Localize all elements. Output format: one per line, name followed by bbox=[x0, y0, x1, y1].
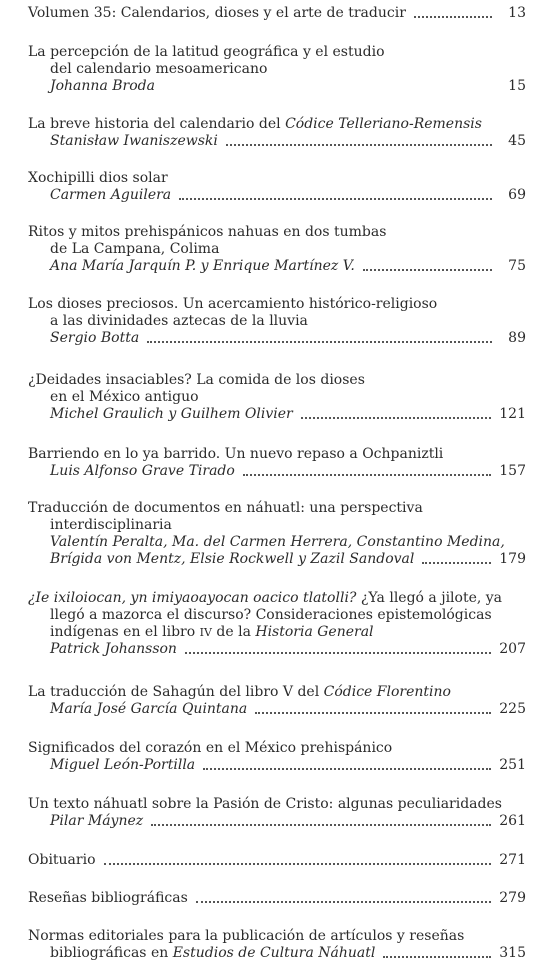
toc-entry bbox=[28, 796, 526, 830]
toc-entry bbox=[28, 590, 526, 658]
page-number: 179 bbox=[499, 551, 526, 567]
entry-author: Patrick Johansson bbox=[50, 641, 177, 657]
page-number: 157 bbox=[499, 463, 526, 479]
page-number: 261 bbox=[499, 813, 526, 829]
page-number: 315 bbox=[499, 945, 526, 961]
entry-title: Xochipilli dios solar bbox=[28, 170, 168, 186]
entry-author: Johanna Broda bbox=[50, 78, 155, 94]
entry-author: Sergio Botta bbox=[50, 330, 140, 346]
page-number: 13 bbox=[508, 5, 526, 21]
entry-title: Traducción de documentos en náhuatl: una perspectiva bbox=[28, 500, 423, 516]
entry-title-text: indígenas en el libro bbox=[50, 624, 200, 640]
entry-title bbox=[28, 590, 526, 607]
entry-title: Ritos y mitos prehispánicos nahuas en dos tumbas bbox=[28, 224, 387, 240]
entry-title-text: La traducción de Sahagún del libro V del bbox=[28, 684, 324, 700]
leader-dots bbox=[243, 474, 491, 476]
entry-title bbox=[28, 684, 526, 701]
entry-title-cont: de La Campana, Colima bbox=[50, 241, 220, 257]
leader-dots bbox=[363, 269, 492, 271]
entry-title-cont bbox=[50, 945, 375, 962]
leader-dots bbox=[196, 901, 491, 903]
entry-title-cont: interdisciplinaria bbox=[50, 517, 172, 533]
toc-entry bbox=[28, 500, 526, 568]
toc-entry bbox=[28, 170, 526, 204]
leader-dots bbox=[151, 824, 491, 826]
toc-entry bbox=[28, 372, 526, 423]
toc-entry bbox=[28, 224, 526, 275]
toc-section bbox=[28, 890, 526, 907]
toc-entry bbox=[28, 928, 526, 962]
entry-author: Ana María Jarquín P. y Enrique Martínez V. bbox=[50, 258, 355, 274]
toc-entry bbox=[28, 446, 526, 480]
page-number: 75 bbox=[508, 258, 526, 274]
page-number: 15 bbox=[508, 78, 526, 94]
entry-title-italic: Estudios de Cultura Náhuatl bbox=[172, 945, 376, 961]
entry-title-text: ¿Ya llegó a jilote, ya bbox=[356, 590, 503, 606]
leader-dots bbox=[301, 417, 492, 419]
entry-title-text: bibliográficas en bbox=[50, 945, 173, 961]
entry-authors-line: Valentín Peralta, Ma. del Carmen Herrera, Constantino Medina, bbox=[50, 534, 505, 550]
entry-title: Significados del corazón en el México prehispánico bbox=[28, 740, 393, 756]
leader-dots bbox=[226, 144, 492, 146]
page-number: 279 bbox=[499, 890, 526, 906]
entry-title-italic: Códice Florentino bbox=[323, 684, 451, 700]
page-number: 45 bbox=[508, 133, 526, 149]
page-number: 121 bbox=[499, 406, 526, 422]
entry-author: Miguel León-Portilla bbox=[50, 757, 196, 773]
volume-header bbox=[28, 5, 526, 22]
toc-entry bbox=[28, 44, 526, 95]
entry-title-cont: en el México antiguo bbox=[50, 389, 199, 405]
page-number: 271 bbox=[499, 852, 526, 868]
leader-space bbox=[163, 89, 492, 91]
leader-dots bbox=[414, 16, 492, 18]
leader-dots bbox=[104, 863, 492, 865]
entry-title: ¿Deidades insaciables? La comida de los dioses bbox=[28, 372, 365, 388]
entry-author: Michel Graulich y Guilhem Olivier bbox=[50, 406, 293, 422]
entry-title: Normas editoriales para la publicación de artículos y reseñas bbox=[28, 928, 465, 944]
page-number: 251 bbox=[499, 757, 526, 773]
toc-entry bbox=[28, 740, 526, 774]
entry-title-italic: Códice Telleriano-Remensis bbox=[285, 116, 482, 132]
entry-author: María José García Quintana bbox=[50, 701, 248, 717]
entry-author: Pilar Máynez bbox=[50, 813, 144, 829]
entry-title bbox=[28, 116, 526, 133]
leader-dots bbox=[179, 198, 492, 200]
entry-title-smallcaps: IV bbox=[199, 626, 212, 639]
entry-title-cont: a las divinidades aztecas de la lluvia bbox=[50, 313, 308, 329]
entry-title: La percepción de la latitud geográfica y el estudio bbox=[28, 44, 385, 60]
volume-title: Volumen 35: Calendarios, dioses y el arte de traducir bbox=[28, 5, 406, 21]
entry-title: Barriendo en lo ya barrido. Un nuevo repaso a Ochpaniztli bbox=[28, 446, 444, 462]
entry-title-italic: Historia General bbox=[255, 624, 374, 640]
entry-title-italic: ¿Ie ixiloiocan, yn imiyaoayocan oacico tlatolli? bbox=[28, 590, 357, 606]
toc-entry bbox=[28, 296, 526, 347]
entry-author: Carmen Aguilera bbox=[50, 187, 172, 203]
leader-dots bbox=[255, 712, 491, 714]
leader-dots bbox=[147, 341, 492, 343]
toc-entry bbox=[28, 116, 526, 150]
entry-title-cont: llegó a mazorca el discurso? Consideraciones epistemológicas bbox=[50, 607, 492, 623]
page-number: 89 bbox=[508, 330, 526, 346]
entry-author: Stanisław Iwaniszewski bbox=[50, 133, 218, 149]
leader-dots bbox=[185, 652, 491, 654]
leader-dots bbox=[422, 562, 491, 564]
toc-section bbox=[28, 852, 526, 869]
entry-title: Los dioses preciosos. Un acercamiento histórico-religioso bbox=[28, 296, 438, 312]
entry-author: Brígida von Mentz, Elsie Rockwell y Zazil Sandoval bbox=[50, 551, 415, 567]
page-number: 69 bbox=[508, 187, 526, 203]
entry-title-cont bbox=[28, 624, 526, 641]
entry-title-cont: del calendario mesoamericano bbox=[50, 61, 268, 77]
leader-dots bbox=[203, 768, 491, 770]
page-number: 225 bbox=[499, 701, 526, 717]
entry-title: Un texto náhuatl sobre la Pasión de Cristo: algunas peculiaridades bbox=[28, 796, 502, 812]
entry-author: Luis Alfonso Grave Tirado bbox=[50, 463, 235, 479]
toc-entry bbox=[28, 684, 526, 718]
entry-title-text: de la bbox=[211, 624, 256, 640]
entry-title-text: La breve historia del calendario del bbox=[28, 116, 286, 132]
leader-dots bbox=[383, 956, 491, 958]
page-number: 207 bbox=[499, 641, 526, 657]
section-title: Reseñas bibliográficas bbox=[28, 890, 188, 906]
section-title: Obituario bbox=[28, 852, 96, 868]
